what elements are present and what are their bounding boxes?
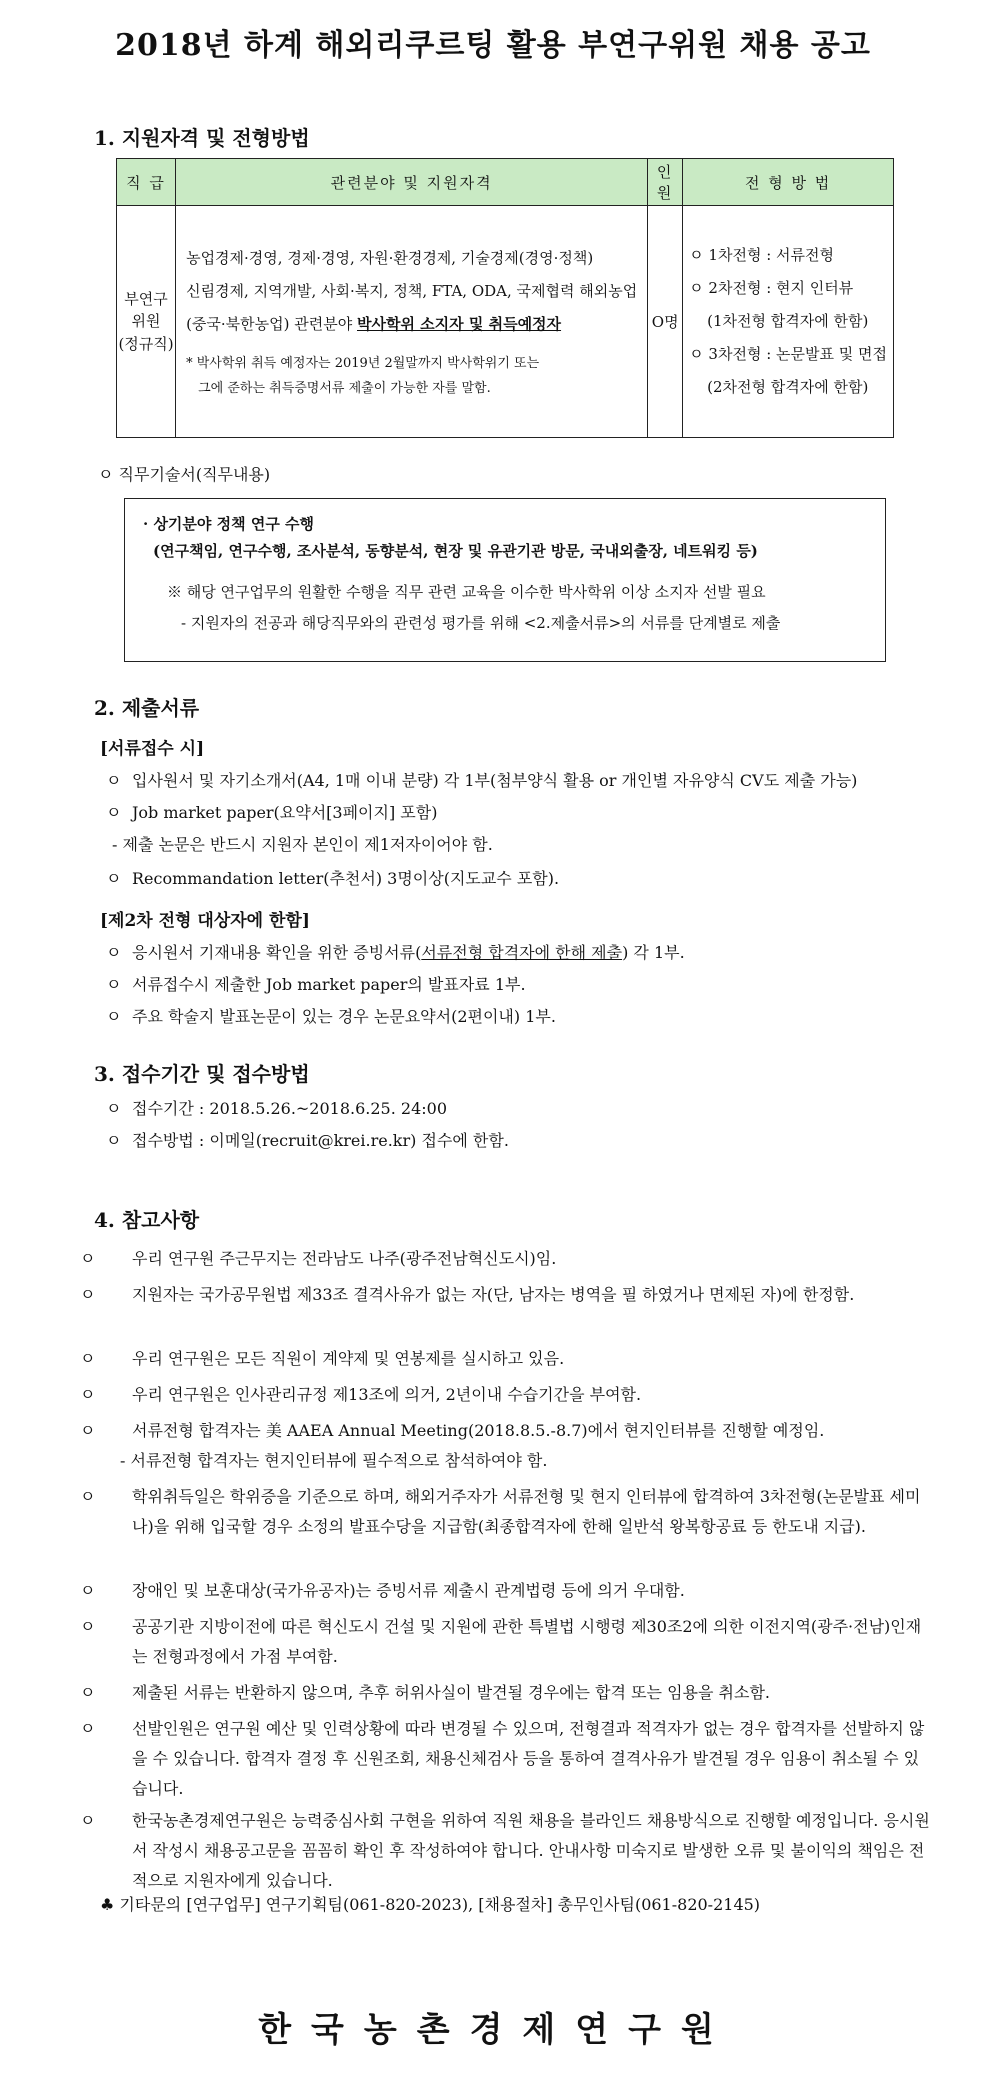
process-step-2-note: (1차전형 합격자에 한함) — [707, 312, 869, 330]
qualification-cell — [176, 206, 648, 438]
list-item: ㅇ 접수기간 : 2018.5.26.~2018.6.25. 24:00 — [106, 1099, 448, 1118]
job-desc-label: ㅇ 직무기술서(직무내용) — [98, 465, 271, 484]
institute-name: 한국농촌경제연구원 — [258, 2010, 734, 2050]
header-process: 전 형 방 법 — [683, 159, 894, 206]
job-desc-line-1: · 상기분야 정책 연구 수행 — [143, 515, 315, 533]
list-item: ㅇ 우리 연구원은 인사관리규정 제13조에 의거, 2년이내 수습기간을 부여함. — [80, 1385, 642, 1404]
qual-emphasis: 박사학위 소지자 및 취득예정자 — [357, 315, 562, 333]
section4-heading: 4. 참고사항 — [94, 1208, 200, 1232]
process-step-2: ㅇ 2차전형 : 현지 인터뷰 — [689, 279, 854, 297]
job-desc-box — [124, 498, 886, 662]
table-row — [117, 206, 894, 438]
list-item: ㅇ 지원자는 국가공무원법 제33조 결격사유가 없는 자(단, 남자는 병역을 필 하였거나 면제된 자)에 한정함. — [80, 1285, 855, 1304]
qual-line-3-text: (중국·북한농업) 관련분야 — [186, 315, 357, 333]
position-cell — [117, 206, 176, 438]
list-item: ㅇ Job market paper(요약서[3페이지] 포함) — [106, 803, 438, 822]
list-item: ㅇ 장애인 및 보훈대상(국가유공자)는 증빙서류 제출시 관계법령 등에 의거 우대함. — [80, 1581, 685, 1600]
process-step-3: ㅇ 3차전형 : 논문발표 및 면접 — [689, 345, 887, 363]
job-desc-line-4: - 지원자의 전공과 해당직무와의 관련성 평가를 위해 <2.제출서류>의 서류를 단계별로 제출 — [181, 614, 781, 632]
section1-heading: 1. 지원자격 및 전형방법 — [94, 126, 310, 150]
sub-heading-document-submission: [서류접수 시] — [100, 739, 205, 759]
list-item: ㅇ 우리 연구원은 모든 직원이 계약제 및 연봉제를 실시하고 있음. — [80, 1349, 565, 1368]
process-cell — [683, 206, 894, 438]
list-item: ㅇ 선발인원은 연구원 예산 및 인력상황에 따라 변경될 수 있으며, 전형결과 적격자가 없는 경우 합격자를 선발하지 않을 수 있습니다. 합격자 결정 후 신원조회, 채용신체검사 등을 통하여 결격사유가 발견될 경우 임용이 취소될 수 있습니다. — [80, 1719, 925, 1798]
list-item-note: - 서류전형 합격자는 현지인터뷰에 필수적으로 참석하여야 함. — [120, 1451, 548, 1470]
list-item: ㅇ 주요 학술지 발표논문이 있는 경우 논문요약서(2편이내) 1부. — [106, 1007, 556, 1026]
header-position: 직 급 — [117, 159, 176, 206]
section2-heading: 2. 제출서류 — [94, 696, 200, 720]
list-item: ㅇ 서류전형 합격자는 美 AAEA Annual Meeting(2018.8.5.-8.7)에서 현지인터뷰를 진행할 예정임. — [80, 1421, 825, 1440]
qual-note-line-2: 그에 준하는 취득증명서류 제출이 가능한 자를 말함. — [198, 381, 491, 396]
jobs-table — [116, 158, 894, 438]
qual-line-2: 신림경제, 지역개발, 사회·복지, 정책, FTA, ODA, 국제협력 해외농업 — [186, 282, 638, 300]
list-item-note: - 제출 논문은 반드시 지원자 본인이 제1저자이어야 함. — [112, 835, 493, 854]
list-item: ㅇ 접수방법 : 이메일(recruit@krei.re.kr) 접수에 한함. — [106, 1131, 509, 1150]
list-item: ㅇ 우리 연구원 주근무지는 전라남도 나주(광주전남혁신도시)임. — [80, 1249, 557, 1268]
process-step-1: ㅇ 1차전형 : 서류전형 — [689, 246, 834, 264]
section3-heading: 3. 접수기간 및 접수방법 — [94, 1062, 310, 1086]
job-desc-line-3: ※ 해당 연구업무의 원활한 수행을 직무 관련 교육을 이수한 박사학위 이상 소지자 선발 필요 — [167, 583, 766, 601]
list-item: ㅇ 응시원서 기재내용 확인을 위한 증빙서류(서류전형 합격자에 한해 제출) 각 1부. — [106, 943, 685, 962]
position-name: 부연구위원 — [124, 289, 168, 331]
header-count: 인원 — [648, 159, 683, 206]
list-item: ㅇ 학위취득일은 학위증을 기준으로 하며, 해외거주자가 서류전형 및 현지 인터뷰에 합격하여 3차전형(논문발표 세미나)을 위해 입국할 경우 소정의 발표수당을 지급함(최종합격자에 한해 일반석 왕복항공료 등 한도내 지급). — [80, 1487, 921, 1536]
list-item: ㅇ Recommandation letter(추천서) 3명이상(지도교수 포함). — [106, 869, 560, 888]
sub-heading-second-round: [제2차 전형 대상자에 한함] — [100, 911, 310, 931]
list-item: ㅇ 공공기관 지방이전에 따른 혁신도시 건설 및 지원에 관한 특별법 시행령 제30조2에 의한 이전지역(광주·전남)인재는 전형과정에서 가점 부여함. — [80, 1617, 922, 1666]
count-cell: O명 — [648, 206, 683, 438]
list-item: ㅇ 한국농촌경제연구원은 능력중심사회 구현을 위하여 직원 채용을 블라인드 채용방식으로 진행할 예정입니다. 응시원서 작성시 채용공고문을 꼼꼼히 확인 후 작성하여야 합니다. 안내사항 미숙지로 발생한 오류 및 불이익의 책임은 전적으로 지원자에게 있습니다. — [80, 1811, 930, 1890]
table-header-row — [117, 159, 894, 206]
page-title: 2018년 하계 해외리쿠르팅 활용 부연구위원 채용 공고 — [115, 28, 871, 63]
contact-info: ♣ 기타문의 [연구업무] 연구기획팀(061-820-2023), [채용절차] 총무인사팀(061-820-2145) — [100, 1895, 761, 1914]
qual-note-line-1: * 박사학위 취득 예정자는 2019년 2월말까지 박사학위기 또는 — [186, 356, 540, 371]
list-item: ㅇ 서류접수시 제출한 Job market paper의 발표자료 1부. — [106, 975, 526, 994]
header-qualification: 관련분야 및 지원자격 — [176, 159, 648, 206]
qual-line-3 — [186, 308, 637, 341]
position-type: (정규직) — [118, 334, 174, 353]
process-step-3-note: (2차전형 합격자에 한함) — [707, 378, 869, 396]
qual-line-1: 농업경제·경영, 경제·경영, 자원·환경경제, 기술경제(경영·정책) — [186, 249, 594, 267]
list-item: ㅇ 제출된 서류는 반환하지 않으며, 추후 허위사실이 발견될 경우에는 합격 또는 임용을 취소함. — [80, 1683, 770, 1702]
qual-note — [186, 351, 637, 401]
job-desc-line-2: (연구책임, 연구수행, 조사분석, 동향분석, 현장 및 유관기관 방문, 국내외출장, 네트워킹 등) — [153, 542, 758, 560]
list-item: ㅇ 입사원서 및 자기소개서(A4, 1매 이내 분량) 각 1부(첨부양식 활용 or 개인별 자유양식 CV도 제출 가능) — [106, 771, 858, 790]
